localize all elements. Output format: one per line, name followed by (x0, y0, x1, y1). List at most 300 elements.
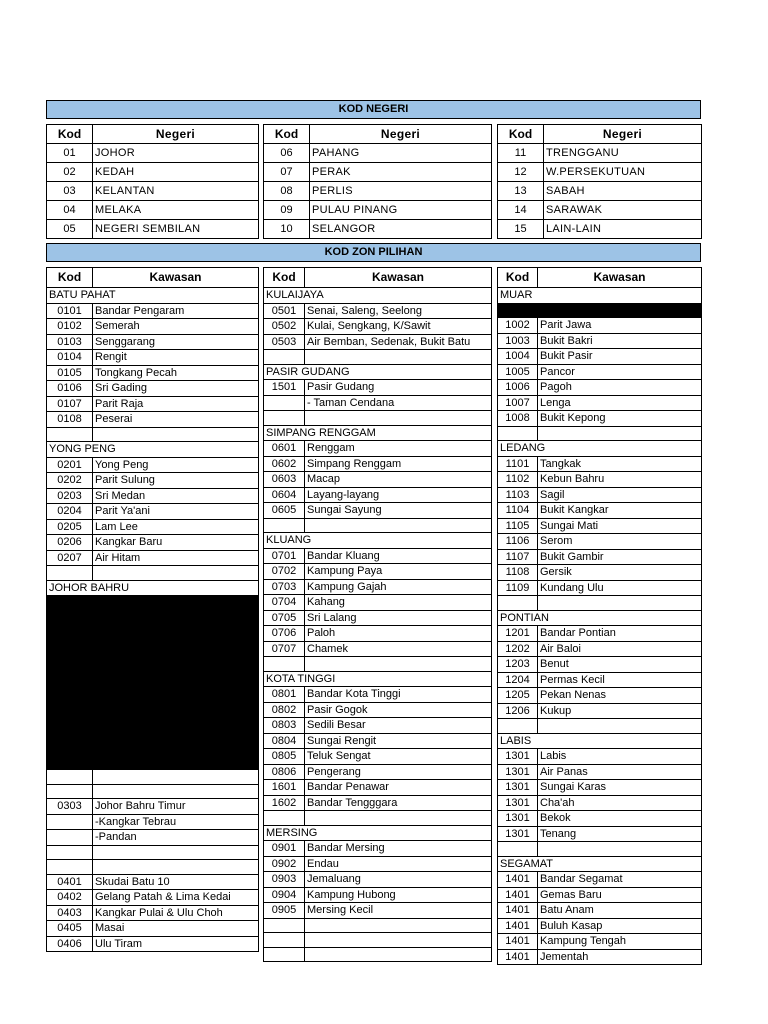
table-row (47, 535, 259, 551)
table-row (47, 921, 259, 937)
state-name: MELAKA (93, 201, 259, 220)
zone-area: Johor Bahru Timur (93, 799, 259, 815)
zone-area: Bandar Tengggara (305, 795, 492, 811)
section-label: SIMPANG RENGGAM (264, 425, 492, 441)
zone-area: Sri Lalang (305, 610, 492, 626)
table-row (498, 349, 702, 365)
zone-code (47, 814, 93, 830)
table-row (47, 936, 259, 952)
zone-code: 0602 (264, 456, 305, 472)
zone-area: -Kangkar Tebrau (93, 814, 259, 830)
table-row (47, 182, 259, 201)
zone-area: Bukit Kepong (538, 411, 702, 427)
table-row (47, 201, 259, 220)
zone-area: Jemaluang (305, 872, 492, 888)
table-row (264, 472, 492, 488)
redacted-row (47, 712, 259, 727)
table-row (498, 333, 702, 349)
zone-code: 0105 (47, 365, 93, 381)
zone-area: Sri Medan (93, 488, 259, 504)
zone-area (305, 811, 492, 826)
zone-code (498, 719, 538, 734)
state-code: 14 (498, 201, 544, 220)
zone-code: 1109 (498, 580, 538, 596)
section-label: BATU PAHAT (47, 288, 259, 304)
zone-code: 1401 (498, 887, 538, 903)
table-row (264, 456, 492, 472)
table-row (498, 472, 702, 488)
table-row (498, 596, 702, 611)
table-row (498, 780, 702, 796)
table-row (498, 426, 702, 441)
section-label: YONG PENG (47, 442, 259, 458)
zone-code: 1201 (498, 626, 538, 642)
zone-code (47, 784, 93, 799)
redacted-block (47, 712, 259, 727)
zone-code: 0904 (264, 887, 305, 903)
zone-area: Bekok (538, 811, 702, 827)
zone-code: 0104 (47, 350, 93, 366)
state-code: 15 (498, 220, 544, 239)
section-label: LABIS (498, 733, 702, 749)
table-row (47, 350, 259, 366)
section-row (264, 425, 492, 441)
zone-code: 0204 (47, 504, 93, 520)
table-row (264, 657, 492, 672)
zone-code (47, 860, 93, 875)
table-row (264, 811, 492, 826)
table-row (47, 144, 259, 163)
zone-area: Parit Jawa (538, 318, 702, 334)
section-row (47, 442, 259, 458)
zone-code: 0707 (264, 641, 305, 657)
state-name: NEGERI SEMBILAN (93, 220, 259, 239)
zone-code: 0206 (47, 535, 93, 551)
zone-area: Sungai Sayung (305, 503, 492, 519)
zone-code: 0805 (264, 749, 305, 765)
zone-code: 0701 (264, 548, 305, 564)
table-row (47, 830, 259, 846)
table-row (498, 872, 702, 888)
zone-area: Bandar Pontian (538, 626, 702, 642)
redacted-block (498, 303, 702, 318)
zone-code: 1602 (264, 795, 305, 811)
zone-area: Mersing Kecil (305, 903, 492, 919)
table-row (498, 826, 702, 842)
zone-area: Tongkang Pecah (93, 365, 259, 381)
redacted-block (47, 596, 259, 611)
state-code: 13 (498, 182, 544, 201)
zone-area: Kundang Ulu (538, 580, 702, 596)
zone-area: Bandar Penawar (305, 780, 492, 796)
table-row (498, 918, 702, 934)
zone-code (498, 842, 538, 857)
section-row (498, 856, 702, 872)
zone-area (93, 427, 259, 442)
zone-area: Sedili Besar (305, 718, 492, 734)
header-negeri: Negeri (310, 125, 492, 144)
table-row (264, 933, 492, 948)
zone-area: Endau (305, 856, 492, 872)
section-row (264, 825, 492, 841)
header-kod: Kod (264, 125, 310, 144)
header-negeri: Negeri (93, 125, 259, 144)
zone-area (305, 933, 492, 948)
zone-code: 0502 (264, 319, 305, 335)
header-row (264, 125, 492, 144)
table-row (498, 811, 702, 827)
table-row (264, 764, 492, 780)
state-name: PULAU PINANG (310, 201, 492, 220)
zone-code: 1301 (498, 749, 538, 765)
table-row (498, 672, 702, 688)
table-row (264, 350, 492, 365)
zone-code: 0703 (264, 579, 305, 595)
zone-area: Bandar Kota Tinggi (305, 687, 492, 703)
header-kawasan: Kawasan (305, 268, 492, 288)
zone-area: Macap (305, 472, 492, 488)
table-row (498, 565, 702, 581)
redacted-row (47, 654, 259, 669)
zone-area: Jementah (538, 949, 702, 965)
zone-code (264, 411, 305, 426)
table-row (498, 182, 702, 201)
redacted-block (47, 726, 259, 741)
zone-code (264, 395, 305, 411)
zone-code: 1301 (498, 780, 538, 796)
table-row (47, 396, 259, 412)
table-row (47, 427, 259, 442)
zone-code: 1003 (498, 333, 538, 349)
table-row (264, 518, 492, 533)
negeri-table-1 (46, 124, 259, 239)
zone-code: 1102 (498, 472, 538, 488)
zone-code: 1203 (498, 657, 538, 673)
zone-code: 1005 (498, 364, 538, 380)
zon-table-3 (497, 267, 702, 965)
table-row (47, 334, 259, 350)
section-label: JOHOR BAHRU (47, 580, 259, 596)
zone-code: 0501 (264, 303, 305, 319)
zone-area: Bandar Segamat (538, 872, 702, 888)
table-row (264, 334, 492, 350)
zone-area: Sri Gading (93, 381, 259, 397)
table-row (498, 842, 702, 857)
zone-code: 1202 (498, 641, 538, 657)
negeri-table-2 (263, 124, 492, 239)
zone-code: 0403 (47, 905, 93, 921)
zone-area: Cha'ah (538, 795, 702, 811)
redacted-row (47, 625, 259, 640)
redacted-block (47, 610, 259, 625)
zone-code (264, 518, 305, 533)
section-label: MERSING (264, 825, 492, 841)
state-name: JOHOR (93, 144, 259, 163)
zone-area: Paloh (305, 626, 492, 642)
zone-code: 0405 (47, 921, 93, 937)
table-row (498, 934, 702, 950)
table-row (47, 504, 259, 520)
section-label: KOTA TINGGI (264, 671, 492, 687)
header-kod: Kod (264, 268, 305, 288)
table-row (47, 163, 259, 182)
zone-code: 0101 (47, 303, 93, 319)
zone-area: Ulu Tiram (93, 936, 259, 952)
zone-code: 0207 (47, 550, 93, 566)
state-name: W.PERSEKUTUAN (544, 163, 702, 182)
table-row (498, 887, 702, 903)
zone-code: 1103 (498, 487, 538, 503)
redacted-row (47, 683, 259, 698)
zone-area: Bandar Pengaram (93, 303, 259, 319)
zone-area: Parit Raja (93, 396, 259, 412)
section-row (264, 533, 492, 549)
table-row (498, 163, 702, 182)
section-row (498, 733, 702, 749)
table-row (264, 918, 492, 933)
zone-code: 0601 (264, 441, 305, 457)
zone-area: Gersik (538, 565, 702, 581)
table-row (498, 949, 702, 965)
zone-area: Kampung Hubong (305, 887, 492, 903)
table-row (498, 580, 702, 596)
table-row (264, 303, 492, 319)
zone-area: Teluk Sengat (305, 749, 492, 765)
state-name: KEDAH (93, 163, 259, 182)
section-row (498, 288, 702, 304)
zone-code: 0702 (264, 564, 305, 580)
zone-area (538, 719, 702, 734)
redacted-row (47, 697, 259, 712)
table-row (264, 610, 492, 626)
table-row (264, 564, 492, 580)
zone-code: 0603 (264, 472, 305, 488)
zone-area: Pancor (538, 364, 702, 380)
table-row (264, 380, 492, 396)
table-row (47, 412, 259, 428)
table-row (498, 318, 702, 334)
zone-code: 1008 (498, 411, 538, 427)
table-row (264, 841, 492, 857)
zone-code (498, 426, 538, 441)
table-row (498, 549, 702, 565)
zone-area: Bukit Pasir (538, 349, 702, 365)
zone-code: 0801 (264, 687, 305, 703)
header-kawasan: Kawasan (93, 268, 259, 288)
zone-code: 0804 (264, 733, 305, 749)
table-row (264, 411, 492, 426)
section-row (47, 288, 259, 304)
zone-area: Senai, Saleng, Seelong (305, 303, 492, 319)
header-row (47, 125, 259, 144)
zone-code: 0106 (47, 381, 93, 397)
zone-area: Lenga (538, 395, 702, 411)
table-row (498, 764, 702, 780)
table-row (498, 380, 702, 396)
header-kod: Kod (47, 125, 93, 144)
state-code: 09 (264, 201, 310, 220)
table-row (264, 395, 492, 411)
zone-code: 1106 (498, 534, 538, 550)
zone-code: 1401 (498, 934, 538, 950)
zone-code: 0503 (264, 334, 305, 350)
zone-code: 1205 (498, 688, 538, 704)
zone-area: Serom (538, 534, 702, 550)
state-name: LAIN-LAIN (544, 220, 702, 239)
zone-code (47, 845, 93, 860)
zone-code: 1301 (498, 811, 538, 827)
zone-area: Sungai Rengit (305, 733, 492, 749)
zone-area: Kulai, Sengkang, K/Sawit (305, 319, 492, 335)
table-row (47, 860, 259, 875)
state-code: 06 (264, 144, 310, 163)
zone-code: 0903 (264, 872, 305, 888)
zone-code: 1301 (498, 795, 538, 811)
table-row (264, 441, 492, 457)
zone-area (93, 860, 259, 875)
header-kod: Kod (47, 268, 93, 288)
section-label: PONTIAN (498, 610, 702, 626)
table-row (47, 784, 259, 799)
state-code: 01 (47, 144, 93, 163)
redacted-block (47, 697, 259, 712)
zone-area: Kampung Tengah (538, 934, 702, 950)
negeri-table-3 (497, 124, 702, 239)
table-row (47, 220, 259, 239)
table-row (47, 845, 259, 860)
zone-area: Kampung Paya (305, 564, 492, 580)
zone-area: Kahang (305, 595, 492, 611)
zone-area (305, 657, 492, 672)
table-row (47, 303, 259, 319)
table-row (264, 872, 492, 888)
table-row (264, 795, 492, 811)
section-label: PASIR GUDANG (264, 364, 492, 380)
table-row (498, 795, 702, 811)
zone-area: Masai (93, 921, 259, 937)
zone-area: Batu Anam (538, 903, 702, 919)
zone-code: 1401 (498, 949, 538, 965)
zone-area: Chamek (305, 641, 492, 657)
zone-area: Parit Sulung (93, 473, 259, 489)
state-code: 02 (47, 163, 93, 182)
zone-code: 1204 (498, 672, 538, 688)
kod-zon-title: KOD ZON PILIHAN (46, 243, 701, 262)
zone-code: 0102 (47, 319, 93, 335)
table-row (264, 579, 492, 595)
zone-code: 1004 (498, 349, 538, 365)
table-row (264, 641, 492, 657)
state-name: SABAH (544, 182, 702, 201)
zone-area: Yong Peng (93, 457, 259, 473)
table-row (498, 395, 702, 411)
table-row (47, 473, 259, 489)
table-row (264, 487, 492, 503)
header-negeri: Negeri (544, 125, 702, 144)
state-code: 03 (47, 182, 93, 201)
table-row (47, 319, 259, 335)
zone-code: 1002 (498, 318, 538, 334)
table-row (47, 381, 259, 397)
header-kod: Kod (498, 125, 544, 144)
zone-code (264, 947, 305, 962)
state-name: KELANTAN (93, 182, 259, 201)
state-name: SELANGOR (310, 220, 492, 239)
zone-code (264, 933, 305, 948)
zone-code: 0806 (264, 764, 305, 780)
state-name: SARAWAK (544, 201, 702, 220)
section-row (498, 441, 702, 457)
zone-area (93, 770, 259, 785)
header-row (498, 268, 702, 288)
redacted-block (47, 741, 259, 756)
section-label: KLUANG (264, 533, 492, 549)
zone-area: Semerah (93, 319, 259, 335)
zone-area (93, 566, 259, 581)
zone-area: Air Hitam (93, 550, 259, 566)
table-row (498, 703, 702, 719)
table-row (264, 903, 492, 919)
zone-code: 0203 (47, 488, 93, 504)
redacted-row (498, 303, 702, 318)
zone-code (47, 566, 93, 581)
table-row (47, 905, 259, 921)
zone-area: Rengit (93, 350, 259, 366)
state-code: 04 (47, 201, 93, 220)
table-row (498, 201, 702, 220)
zone-code: 0201 (47, 457, 93, 473)
table-row (264, 887, 492, 903)
zone-code: 0406 (47, 936, 93, 952)
redacted-block (47, 639, 259, 654)
zone-area: Kebun Bahru (538, 472, 702, 488)
zone-code: 0205 (47, 519, 93, 535)
table-row (498, 749, 702, 765)
zone-code: 0402 (47, 890, 93, 906)
table-row (264, 201, 492, 220)
table-row (498, 719, 702, 734)
zone-area: Bukit Kangkar (538, 503, 702, 519)
zone-area (93, 845, 259, 860)
section-label: SEGAMAT (498, 856, 702, 872)
zone-code (498, 596, 538, 611)
zone-area: Sungai Mati (538, 518, 702, 534)
zone-code: 0902 (264, 856, 305, 872)
section-row (47, 580, 259, 596)
zone-code: 0303 (47, 799, 93, 815)
zone-code: 1401 (498, 918, 538, 934)
zone-area: Sagil (538, 487, 702, 503)
table-row (47, 770, 259, 785)
header-row (47, 268, 259, 288)
zone-area: Simpang Renggam (305, 456, 492, 472)
redacted-row (47, 755, 259, 770)
table-row (264, 548, 492, 564)
state-code: 05 (47, 220, 93, 239)
zone-area (538, 842, 702, 857)
zone-code: 0107 (47, 396, 93, 412)
zone-area: Benut (538, 657, 702, 673)
redacted-row (47, 741, 259, 756)
zone-area: Bukit Gambir (538, 549, 702, 565)
zone-area (305, 350, 492, 365)
zone-area: Bandar Kluang (305, 548, 492, 564)
table-row (264, 947, 492, 962)
zone-area: Renggam (305, 441, 492, 457)
zone-area (538, 426, 702, 441)
zon-table-1 (46, 267, 259, 952)
zone-area: Peserai (93, 412, 259, 428)
